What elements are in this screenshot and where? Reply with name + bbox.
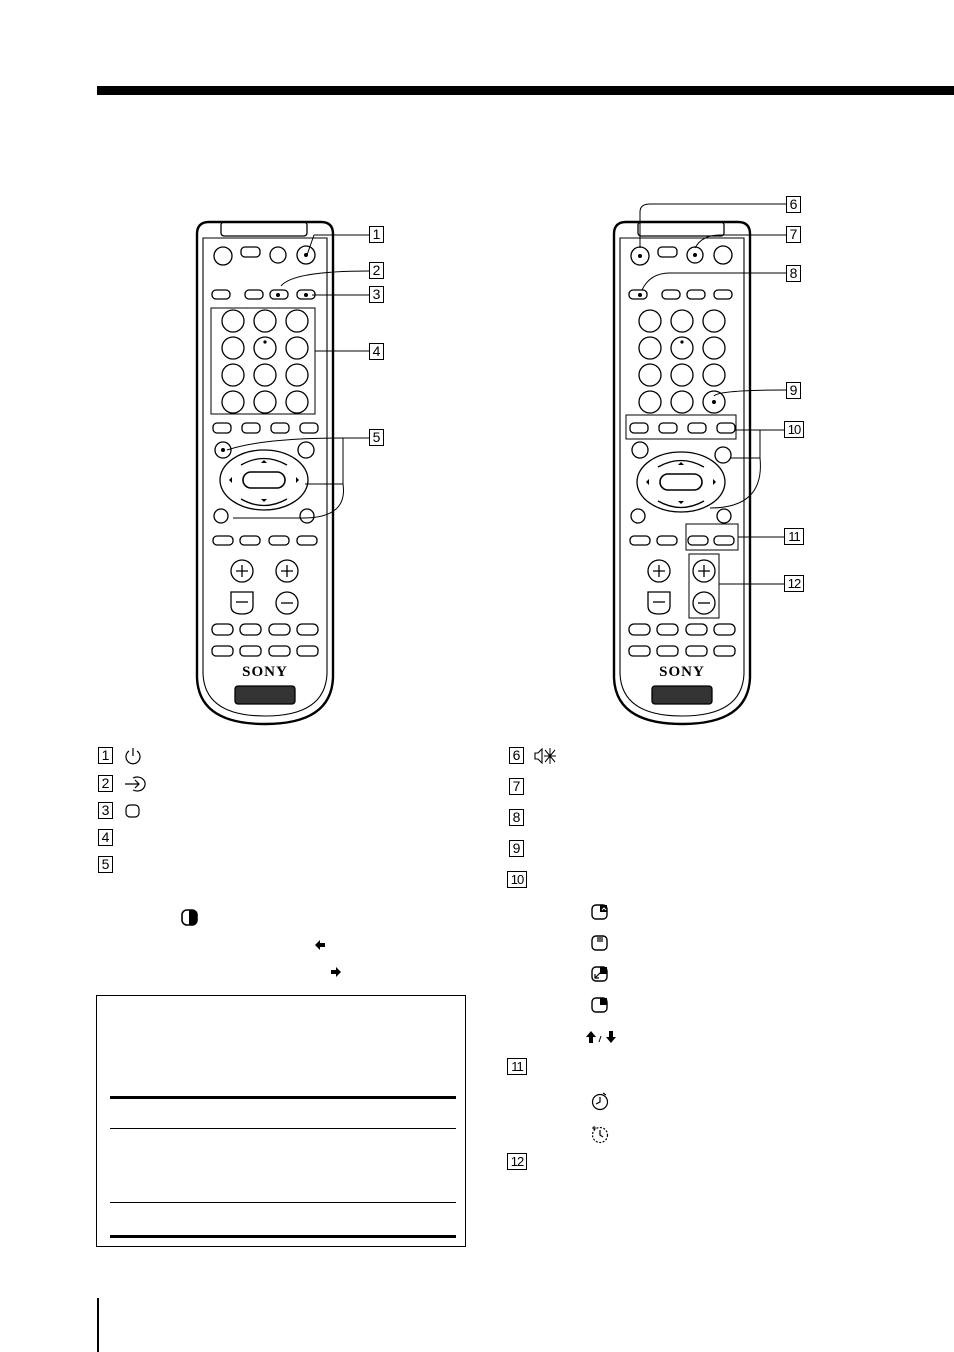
brand-logo: SONY [242, 664, 288, 680]
callout-3: 3 [369, 286, 384, 303]
legend-num-3: 3 [98, 802, 113, 819]
mute-icon [533, 747, 559, 765]
legend-num-2: 2 [98, 775, 113, 792]
teletext-on-icon [590, 996, 610, 1014]
callout-6: 6 [786, 196, 801, 213]
callout-5: 5 [369, 429, 384, 446]
callout-9: 9 [786, 382, 801, 399]
right-arrow-icon [330, 966, 342, 978]
page-up-down-arrows-icon [585, 1029, 619, 1045]
legend-num-7: 7 [509, 778, 524, 795]
remote-control-illustration-left [193, 218, 338, 730]
teletext-hold-icon [590, 934, 610, 952]
power-icon [124, 747, 142, 765]
legend-num-1: 1 [98, 747, 113, 764]
legend-num-5: 5 [98, 856, 113, 873]
callout-7: 7 [786, 226, 801, 243]
callout-11: 11 [784, 528, 804, 545]
tv-screen-icon [124, 803, 142, 819]
brand-logo: SONY [659, 664, 705, 680]
legend-num-10: 10 [507, 871, 527, 888]
legend-num-11: 11 [507, 1058, 527, 1075]
left-arrow-icon [314, 939, 326, 951]
note-box [96, 995, 466, 1247]
timer-icon [590, 1092, 610, 1112]
note-rule-1 [110, 1096, 456, 1099]
teletext-reveal-icon [590, 903, 610, 921]
legend-num-8: 8 [509, 809, 524, 826]
callout-2: 2 [369, 262, 384, 279]
teletext-enlarge-icon [590, 965, 610, 983]
note-rule-2 [110, 1128, 456, 1129]
sleep-timer-icon [590, 1124, 610, 1144]
page-margin-rule [97, 1298, 99, 1352]
note-rule-4 [110, 1235, 456, 1238]
input-select-icon [124, 775, 148, 793]
note-rule-3 [110, 1202, 456, 1203]
header-rule [97, 86, 954, 95]
legend-num-4: 4 [98, 829, 113, 846]
remote-control-illustration-right [610, 218, 755, 730]
callout-8: 8 [786, 265, 801, 282]
callout-10: 10 [784, 421, 804, 438]
legend-num-12: 12 [507, 1153, 527, 1170]
legend-num-9: 9 [509, 840, 524, 857]
picture-mode-icon [180, 909, 200, 927]
callout-4: 4 [369, 343, 384, 360]
callout-1: 1 [369, 226, 384, 243]
legend-num-6: 6 [509, 747, 524, 764]
callout-12: 12 [784, 575, 804, 592]
